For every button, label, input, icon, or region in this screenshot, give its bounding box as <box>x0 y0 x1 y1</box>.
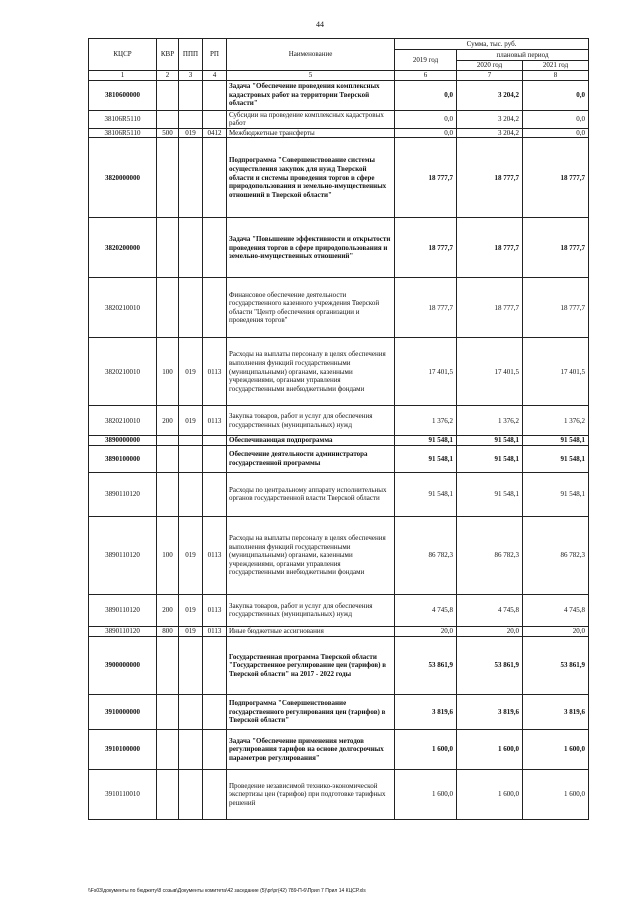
name-cell: Задача "Обеспечение проведения комплексных кадастровых работ на территории Тверской области" <box>227 80 395 110</box>
name-cell: Закупка товаров, работ и услуг для обеспечения государственных (муниципальных) нужд <box>227 406 395 436</box>
kcsr-cell: 3890110120 <box>89 472 157 516</box>
amount-2020-cell: 18 777,7 <box>457 218 523 278</box>
name-cell: Финансовое обеспечение деятельности государственного казенного учреждения Тверской области "Центр обеспечения организации и проведения торгов" <box>227 278 395 338</box>
rp-cell: 0113 <box>203 626 227 636</box>
amount-2021-cell: 53 861,9 <box>523 636 589 694</box>
ppp-cell <box>179 138 203 218</box>
amount-2019-cell: 18 777,7 <box>395 138 457 218</box>
kcsr-cell: 3890110120 <box>89 626 157 636</box>
kcsr-cell: 3910100000 <box>89 729 157 769</box>
kcsr-cell: 3890110120 <box>89 516 157 594</box>
column-number: 1 <box>89 71 157 81</box>
kcsr-cell: 3820200000 <box>89 218 157 278</box>
rp-cell <box>203 729 227 769</box>
amount-2020-cell: 86 782,3 <box>457 516 523 594</box>
amount-2021-cell: 1 376,2 <box>523 406 589 436</box>
amount-2019-cell: 17 401,5 <box>395 338 457 406</box>
kvr-cell <box>157 80 179 110</box>
name-cell: Подпрограмма "Совершенствование системы осуществления закупок для нужд Тверской области и системы проведения торгов в сфере природопользования и земельно-имущественных отношений в Тверской области" <box>227 138 395 218</box>
name-cell: Обеспечение деятельности администратора государственной программы <box>227 445 395 472</box>
ppp-cell: 019 <box>179 626 203 636</box>
ppp-cell <box>179 472 203 516</box>
amount-2020-cell: 18 777,7 <box>457 278 523 338</box>
kvr-cell <box>157 769 179 819</box>
table-body <box>89 80 589 819</box>
kcsr-cell: 38106R5110 <box>89 110 157 128</box>
header-kvr: КВР <box>157 39 179 71</box>
amount-2020-cell: 1 376,2 <box>457 406 523 436</box>
amount-2021-cell: 18 777,7 <box>523 138 589 218</box>
amount-2020-cell: 4 745,8 <box>457 594 523 626</box>
rp-cell <box>203 636 227 694</box>
table-row <box>89 138 589 218</box>
kcsr-cell: 38106R5110 <box>89 128 157 138</box>
name-cell: Проведение независимой технико-экономической экспертизы цен (тарифов) при подготовке тарифных решений <box>227 769 395 819</box>
amount-2021-cell: 1 600,0 <box>523 769 589 819</box>
amount-2020-cell: 18 777,7 <box>457 138 523 218</box>
rp-cell: 0113 <box>203 516 227 594</box>
header-kcsr: КЦСР <box>89 39 157 71</box>
table-row <box>89 729 589 769</box>
rp-cell: 0113 <box>203 594 227 626</box>
amount-2019-cell: 3 819,6 <box>395 694 457 729</box>
kvr-cell <box>157 694 179 729</box>
name-cell: Субсидии на проведение комплексных кадастровых работ <box>227 110 395 128</box>
amount-2020-cell: 20,0 <box>457 626 523 636</box>
name-cell: Задача "Обеспечение применения методов регулирования тарифов на основе долгосрочных параметров регулирования" <box>227 729 395 769</box>
rp-cell <box>203 436 227 446</box>
ppp-cell: 019 <box>179 338 203 406</box>
amount-2019-cell: 91 548,1 <box>395 445 457 472</box>
table-row <box>89 80 589 110</box>
name-cell: Расходы по центральному аппарату исполнительных органов государственной власти Тверской области <box>227 472 395 516</box>
name-cell: Межбюджетные трансферты <box>227 128 395 138</box>
amount-2019-cell: 91 548,1 <box>395 436 457 446</box>
column-number: 8 <box>523 71 589 81</box>
kvr-cell <box>157 729 179 769</box>
rp-cell <box>203 218 227 278</box>
name-cell: Обеспечивающая подпрограмма <box>227 436 395 446</box>
rp-cell: 0412 <box>203 128 227 138</box>
kvr-cell: 100 <box>157 516 179 594</box>
name-cell: Расходы на выплаты персоналу в целях обеспечения выполнения функций государственными (муниципальными) органами, казенными учреждениями, органами управления государственными внебюджетными фондами <box>227 338 395 406</box>
table-row <box>89 436 589 446</box>
amount-2020-cell: 1 600,0 <box>457 769 523 819</box>
ppp-cell <box>179 436 203 446</box>
rp-cell <box>203 472 227 516</box>
ppp-cell <box>179 278 203 338</box>
table-row <box>89 445 589 472</box>
kcsr-cell: 3810600000 <box>89 80 157 110</box>
table-row <box>89 110 589 128</box>
rp-cell <box>203 445 227 472</box>
kcsr-cell: 3910110010 <box>89 769 157 819</box>
ppp-cell <box>179 729 203 769</box>
amount-2020-cell: 3 819,6 <box>457 694 523 729</box>
column-number: 6 <box>395 71 457 81</box>
kcsr-cell: 3820210010 <box>89 338 157 406</box>
page-number: 44 <box>316 20 324 29</box>
amount-2020-cell: 53 861,9 <box>457 636 523 694</box>
amount-2020-cell: 3 204,2 <box>457 80 523 110</box>
amount-2019-cell: 20,0 <box>395 626 457 636</box>
name-cell: Расходы на выплаты персоналу в целях обеспечения выполнения функций государственными (муниципальными) органами, казенными учреждениями, органами управления государственными внебюджетными фондами <box>227 516 395 594</box>
amount-2019-cell: 1 376,2 <box>395 406 457 436</box>
kcsr-cell: 3890000000 <box>89 436 157 446</box>
amount-2020-cell: 3 204,2 <box>457 110 523 128</box>
header-plan-period: плановый период <box>457 50 589 61</box>
rp-cell <box>203 138 227 218</box>
amount-2019-cell: 18 777,7 <box>395 218 457 278</box>
amount-2021-cell: 91 548,1 <box>523 445 589 472</box>
file-path-footer: \\Fs03\документы по бюджету\8 созыв\Документы комитета\42 заседание (5)\pr\pr(42) 789-П-6\Прил 7 Прил 14 КЦСР.xls <box>88 888 366 894</box>
amount-2020-cell: 1 600,0 <box>457 729 523 769</box>
amount-2019-cell: 1 600,0 <box>395 769 457 819</box>
amount-2020-cell: 91 548,1 <box>457 445 523 472</box>
kcsr-cell: 3820210010 <box>89 278 157 338</box>
kcsr-cell: 3820000000 <box>89 138 157 218</box>
kvr-cell <box>157 110 179 128</box>
kvr-cell <box>157 278 179 338</box>
rp-cell: 0113 <box>203 406 227 436</box>
table-row <box>89 636 589 694</box>
amount-2019-cell: 0,0 <box>395 128 457 138</box>
amount-2021-cell: 4 745,8 <box>523 594 589 626</box>
header-2019: 2019 год <box>395 50 457 71</box>
header-sum-title: Сумма, тыс. руб. <box>395 39 589 50</box>
amount-2021-cell: 0,0 <box>523 110 589 128</box>
amount-2019-cell: 86 782,3 <box>395 516 457 594</box>
amount-2021-cell: 86 782,3 <box>523 516 589 594</box>
table-row <box>89 516 589 594</box>
amount-2020-cell: 17 401,5 <box>457 338 523 406</box>
table-row <box>89 594 589 626</box>
header-ppp: ППП <box>179 39 203 71</box>
amount-2019-cell: 0,0 <box>395 110 457 128</box>
table-row <box>89 626 589 636</box>
amount-2020-cell: 91 548,1 <box>457 472 523 516</box>
amount-2020-cell: 91 548,1 <box>457 436 523 446</box>
kvr-cell: 800 <box>157 626 179 636</box>
amount-2021-cell: 3 819,6 <box>523 694 589 729</box>
kcsr-cell: 3890100000 <box>89 445 157 472</box>
kcsr-cell: 3900000000 <box>89 636 157 694</box>
column-number: 7 <box>457 71 523 81</box>
table-row <box>89 472 589 516</box>
kcsr-cell: 3820210010 <box>89 406 157 436</box>
ppp-cell: 019 <box>179 128 203 138</box>
amount-2021-cell: 18 777,7 <box>523 218 589 278</box>
name-cell: Государственная программа Тверской области "Государственное регулирование цен (тарифов) в Тверской области" на 2017 - 2022 годы <box>227 636 395 694</box>
column-number: 5 <box>227 71 395 81</box>
amount-2019-cell: 4 745,8 <box>395 594 457 626</box>
amount-2021-cell: 0,0 <box>523 80 589 110</box>
ppp-cell <box>179 769 203 819</box>
amount-2020-cell: 3 204,2 <box>457 128 523 138</box>
kvr-cell: 200 <box>157 594 179 626</box>
amount-2021-cell: 91 548,1 <box>523 436 589 446</box>
ppp-cell <box>179 80 203 110</box>
kvr-cell <box>157 445 179 472</box>
ppp-cell <box>179 445 203 472</box>
kcsr-cell: 3910000000 <box>89 694 157 729</box>
ppp-cell <box>179 636 203 694</box>
amount-2019-cell: 18 777,7 <box>395 278 457 338</box>
kvr-cell <box>157 636 179 694</box>
budget-table <box>88 38 589 820</box>
amount-2021-cell: 91 548,1 <box>523 472 589 516</box>
rp-cell <box>203 110 227 128</box>
amount-2019-cell: 91 548,1 <box>395 472 457 516</box>
kvr-cell <box>157 436 179 446</box>
kcsr-cell: 3890110120 <box>89 594 157 626</box>
kvr-cell <box>157 138 179 218</box>
amount-2019-cell: 0,0 <box>395 80 457 110</box>
rp-cell: 0113 <box>203 338 227 406</box>
name-cell: Задача "Повышение эффективности и открытости проведения торгов в сфере природопользования и земельно-имущественных отношений" <box>227 218 395 278</box>
header-rp: РП <box>203 39 227 71</box>
column-number: 3 <box>179 71 203 81</box>
kvr-cell: 200 <box>157 406 179 436</box>
name-cell: Иные бюджетные ассигнования <box>227 626 395 636</box>
ppp-cell: 019 <box>179 406 203 436</box>
name-cell: Закупка товаров, работ и услуг для обеспечения государственных (муниципальных) нужд <box>227 594 395 626</box>
column-number: 4 <box>203 71 227 81</box>
rp-cell <box>203 694 227 729</box>
table-row <box>89 278 589 338</box>
ppp-cell <box>179 694 203 729</box>
name-cell: Подпрограмма "Совершенствование государственного регулирования цен (тарифов) в Тверской области" <box>227 694 395 729</box>
rp-cell <box>203 278 227 338</box>
ppp-cell <box>179 218 203 278</box>
table-row <box>89 694 589 729</box>
ppp-cell: 019 <box>179 516 203 594</box>
rp-cell <box>203 769 227 819</box>
amount-2021-cell: 1 600,0 <box>523 729 589 769</box>
kvr-cell <box>157 218 179 278</box>
header-2020: 2020 год <box>457 61 523 71</box>
amount-2021-cell: 18 777,7 <box>523 278 589 338</box>
amount-2021-cell: 17 401,5 <box>523 338 589 406</box>
header-2021: 2021 год <box>523 61 589 71</box>
amount-2019-cell: 53 861,9 <box>395 636 457 694</box>
ppp-cell: 019 <box>179 594 203 626</box>
table-row <box>89 218 589 278</box>
column-number: 2 <box>157 71 179 81</box>
ppp-cell <box>179 110 203 128</box>
table-row <box>89 406 589 436</box>
rp-cell <box>203 80 227 110</box>
kvr-cell: 500 <box>157 128 179 138</box>
header-name: Наименование <box>227 39 395 71</box>
kvr-cell: 100 <box>157 338 179 406</box>
amount-2021-cell: 20,0 <box>523 626 589 636</box>
column-numbers-row <box>89 71 589 81</box>
table-row <box>89 769 589 819</box>
amount-2021-cell: 0,0 <box>523 128 589 138</box>
amount-2019-cell: 1 600,0 <box>395 729 457 769</box>
table-row <box>89 338 589 406</box>
table-row <box>89 128 589 138</box>
kvr-cell <box>157 472 179 516</box>
